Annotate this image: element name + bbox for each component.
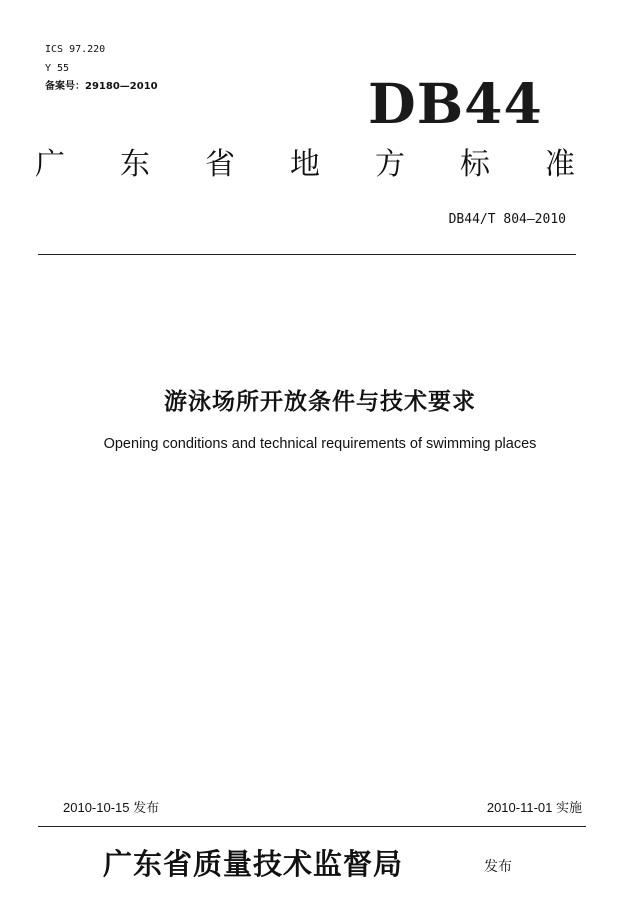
standard-type-char: 标 bbox=[460, 147, 490, 182]
publish-label: 发布 bbox=[484, 859, 512, 875]
bottom-divider bbox=[38, 826, 586, 827]
standard-type-char: 省 bbox=[205, 147, 235, 182]
ics-code: ICS 97.220 bbox=[45, 44, 106, 55]
standard-number: DB44/T 804—2010 bbox=[448, 212, 566, 227]
publisher-name: 广东省质量技术监督局 bbox=[103, 847, 404, 881]
top-divider bbox=[38, 254, 576, 255]
standard-type-char: 方 bbox=[375, 147, 405, 182]
classification-code: Y 55 bbox=[45, 63, 70, 74]
standard-type-char: 准 bbox=[545, 147, 575, 182]
issue-date: 2010-10-15 发布 bbox=[63, 800, 160, 815]
db44-logo: DB44 bbox=[368, 71, 543, 136]
standard-type-char: 广 bbox=[35, 147, 65, 182]
implementation-date: 2010-11-01 实施 bbox=[486, 800, 582, 815]
registration-number: 备案号：29180—2010 bbox=[45, 81, 158, 92]
standard-type-heading bbox=[35, 147, 575, 183]
standard-type-char: 地 bbox=[290, 147, 320, 182]
document-title-chinese: 游泳场所开放条件与技术要求 bbox=[164, 389, 476, 415]
document-title-english: Opening conditions and technical requirements of swimming places bbox=[103, 436, 537, 452]
standard-type-char: 东 bbox=[120, 147, 150, 182]
